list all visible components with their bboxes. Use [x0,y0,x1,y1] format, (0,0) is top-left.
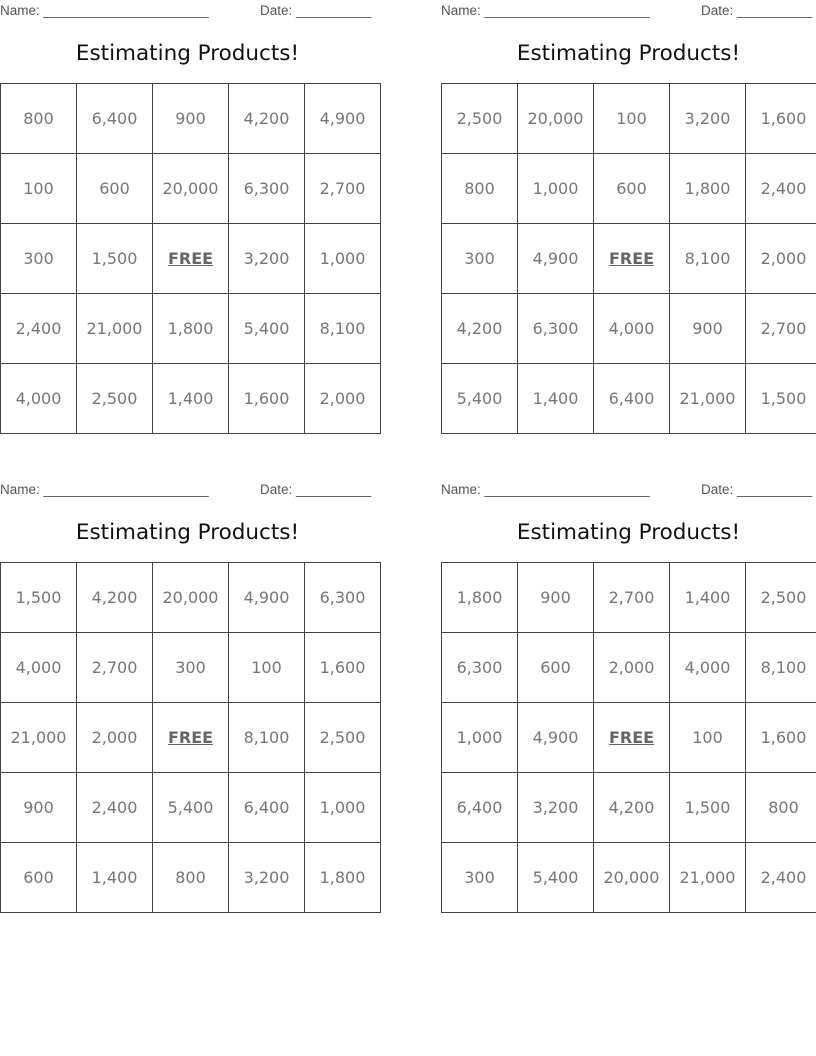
grid-cell: 1,800 [670,154,746,224]
grid-row [1,224,381,294]
grid-cell: 3,200 [229,224,305,294]
grid-cell: 4,000 [1,633,77,703]
grid-cell: 6,400 [442,773,518,843]
grid-cell: 2,400 [1,294,77,364]
bingo-card [441,479,816,919]
bingo-card [441,0,816,440]
grid-cell: 6,300 [305,563,381,633]
grid-cell: 20,000 [594,843,670,913]
grid-row [1,364,381,434]
grid-row [442,633,816,703]
card-header [0,3,375,21]
grid-cell: 20,000 [518,84,594,154]
card-title: Estimating Products! [75,41,300,66]
grid-cell: 2,400 [746,154,816,224]
bingo-card [0,0,375,440]
grid-cell: 6,400 [594,364,670,434]
grid-cell: 1,500 [1,563,77,633]
card-header [441,3,816,21]
grid-cell: 1,800 [305,843,381,913]
grid-cell: 1,500 [77,224,153,294]
name-field-label: Name: ______________________ [0,482,209,497]
grid-cell: 2,000 [77,703,153,773]
grid-cell: 2,000 [746,224,816,294]
grid-cell: 900 [153,84,229,154]
grid-cell: 2,700 [305,154,381,224]
free-space-cell: FREE [594,703,670,773]
grid-row [442,703,816,773]
date-field-label: Date: __________ [701,3,813,18]
grid-cell: 900 [1,773,77,843]
grid-row [1,843,381,913]
grid-cell: 600 [518,633,594,703]
grid-cell: 1,500 [670,773,746,843]
grid-cell: 1,600 [229,364,305,434]
card-header [441,482,816,500]
grid-cell: 2,500 [77,364,153,434]
grid-cell: 800 [153,843,229,913]
bingo-grid [0,562,381,913]
date-field-label: Date: __________ [701,482,813,497]
bingo-grid [441,83,816,434]
grid-cell: 1,600 [305,633,381,703]
grid-cell: 6,300 [229,154,305,224]
grid-cell: 800 [442,154,518,224]
grid-cell: 5,400 [442,364,518,434]
grid-row [442,294,816,364]
grid-cell: 1,600 [746,84,816,154]
grid-cell: 4,200 [442,294,518,364]
card-title: Estimating Products! [516,41,741,66]
grid-cell: 2,700 [746,294,816,364]
bingo-card [0,479,375,919]
grid-cell: 4,000 [1,364,77,434]
name-field-label: Name: ______________________ [441,482,650,497]
grid-cell: 2,000 [594,633,670,703]
grid-row [442,364,816,434]
grid-cell: 1,600 [746,703,816,773]
grid-cell: 100 [229,633,305,703]
grid-cell: 21,000 [77,294,153,364]
grid-cell: 300 [442,843,518,913]
grid-cell: 4,000 [594,294,670,364]
grid-cell: 900 [670,294,746,364]
card-header [0,482,375,500]
grid-cell: 800 [746,773,816,843]
grid-row [442,843,816,913]
free-space-cell: FREE [153,703,229,773]
grid-cell: 2,400 [746,843,816,913]
card-title: Estimating Products! [516,520,741,545]
grid-cell: 300 [1,224,77,294]
grid-cell: 600 [1,843,77,913]
grid-cell: 6,400 [77,84,153,154]
bingo-grid [441,562,816,913]
grid-cell: 1,400 [153,364,229,434]
grid-cell: 2,400 [77,773,153,843]
grid-cell: 4,900 [518,224,594,294]
grid-cell: 4,200 [229,84,305,154]
grid-cell: 5,400 [153,773,229,843]
grid-cell: 6,300 [518,294,594,364]
grid-cell: 6,400 [229,773,305,843]
grid-cell: 1,800 [442,563,518,633]
grid-cell: 1,400 [518,364,594,434]
grid-cell: 1,400 [77,843,153,913]
grid-cell: 100 [670,703,746,773]
grid-cell: 2,500 [305,703,381,773]
date-field-label: Date: __________ [260,3,372,18]
grid-row [1,294,381,364]
grid-cell: 2,700 [594,563,670,633]
grid-cell: 21,000 [670,364,746,434]
card-title: Estimating Products! [75,520,300,545]
date-field-label: Date: __________ [260,482,372,497]
grid-cell: 3,200 [670,84,746,154]
grid-cell: 4,900 [518,703,594,773]
grid-cell: 5,400 [518,843,594,913]
grid-cell: 4,900 [305,84,381,154]
grid-cell: 300 [442,224,518,294]
free-space-cell: FREE [153,224,229,294]
grid-cell: 21,000 [1,703,77,773]
grid-cell: 20,000 [153,563,229,633]
grid-cell: 2,500 [442,84,518,154]
free-space-cell: FREE [594,224,670,294]
grid-row [442,224,816,294]
grid-row [442,563,816,633]
grid-cell: 100 [594,84,670,154]
grid-cell: 1,000 [305,224,381,294]
grid-cell: 8,100 [229,703,305,773]
bingo-grid [0,83,381,434]
grid-cell: 900 [518,563,594,633]
grid-cell: 3,200 [229,843,305,913]
grid-cell: 1,500 [746,364,816,434]
grid-cell: 2,700 [77,633,153,703]
grid-cell: 600 [594,154,670,224]
grid-cell: 5,400 [229,294,305,364]
grid-cell: 100 [1,154,77,224]
grid-row [1,773,381,843]
grid-cell: 4,200 [77,563,153,633]
name-field-label: Name: ______________________ [441,3,650,18]
grid-row [442,154,816,224]
grid-row [1,84,381,154]
grid-cell: 20,000 [153,154,229,224]
grid-cell: 1,000 [518,154,594,224]
grid-cell: 600 [77,154,153,224]
grid-cell: 3,200 [518,773,594,843]
grid-row [442,84,816,154]
grid-row [442,773,816,843]
grid-cell: 2,500 [746,563,816,633]
grid-cell: 21,000 [670,843,746,913]
grid-row [1,703,381,773]
name-field-label: Name: ______________________ [0,3,209,18]
grid-cell: 300 [153,633,229,703]
grid-cell: 1,400 [670,563,746,633]
grid-row [1,633,381,703]
grid-cell: 2,000 [305,364,381,434]
grid-cell: 8,100 [305,294,381,364]
grid-cell: 1,000 [305,773,381,843]
grid-cell: 1,800 [153,294,229,364]
grid-row [1,563,381,633]
grid-cell: 4,000 [670,633,746,703]
grid-cell: 800 [1,84,77,154]
grid-cell: 1,000 [442,703,518,773]
grid-cell: 4,200 [594,773,670,843]
grid-cell: 4,900 [229,563,305,633]
grid-cell: 6,300 [442,633,518,703]
grid-cell: 8,100 [746,633,816,703]
grid-row [1,154,381,224]
grid-cell: 8,100 [670,224,746,294]
